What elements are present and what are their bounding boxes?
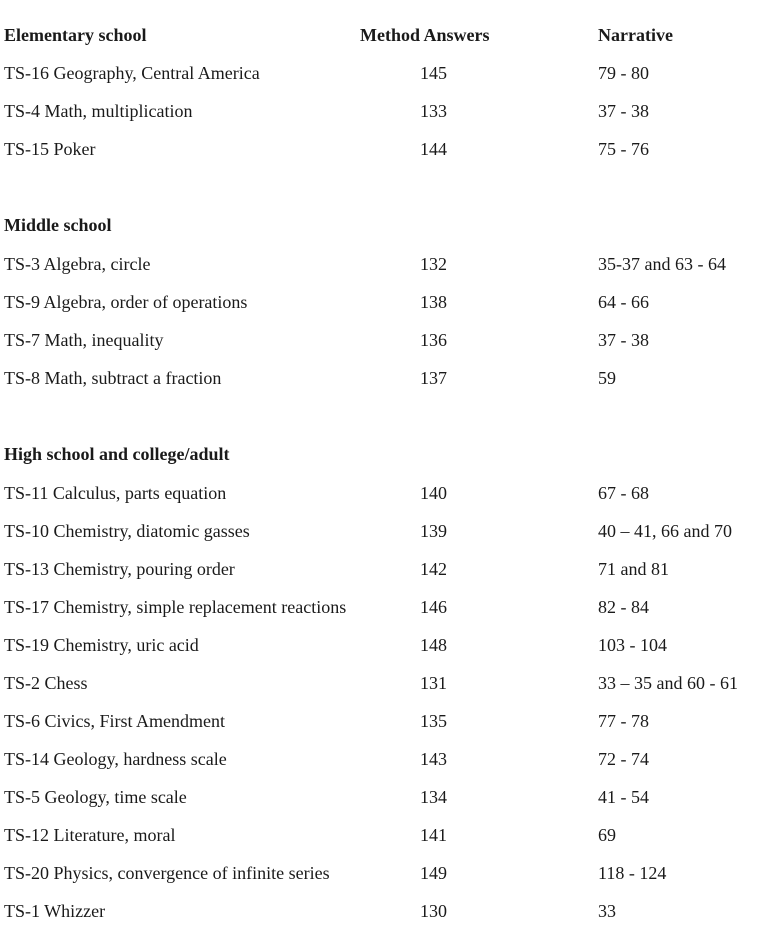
narrative-cell: 118 - 124 (598, 863, 667, 883)
answers-cell: 135 (420, 711, 447, 731)
topic-cell: TS-10 Chemistry, diatomic gasses (4, 521, 250, 541)
narrative-cell: 72 - 74 (598, 749, 649, 769)
table-row (0, 710, 768, 740)
table-row (0, 672, 768, 702)
topic-cell: TS-4 Math, multiplication (4, 101, 193, 121)
answers-cell: 132 (420, 254, 447, 274)
narrative-cell: 79 - 80 (598, 63, 649, 83)
topic-cell: TS-12 Literature, moral (4, 825, 176, 845)
topic-cell: TS-11 Calculus, parts equation (4, 483, 227, 503)
narrative-cell: 103 - 104 (598, 635, 667, 655)
answers-cell: 133 (420, 101, 447, 121)
table-row (0, 824, 768, 854)
narrative-cell: 64 - 66 (598, 292, 649, 312)
narrative-cell: 71 and 81 (598, 559, 669, 579)
table-row (0, 862, 768, 892)
answers-cell: 134 (420, 787, 447, 807)
answers-cell: 146 (420, 597, 447, 617)
topic-cell: TS-5 Geology, time scale (4, 787, 187, 807)
topic-cell: TS-17 Chemistry, simple replacement reactions (4, 597, 347, 617)
answers-cell: 139 (420, 521, 447, 541)
topic-cell: TS-3 Algebra, circle (4, 254, 151, 274)
topic-cell: TS-9 Algebra, order of operations (4, 292, 248, 312)
topic-cell: TS-8 Math, subtract a fraction (4, 368, 222, 388)
narrative-cell: 59 (598, 368, 616, 388)
table-row (0, 558, 768, 588)
topic-cell: TS-2 Chess (4, 673, 88, 693)
topic-cell: TS-19 Chemistry, uric acid (4, 635, 199, 655)
table-row (0, 138, 768, 168)
topic-cell: TS-7 Math, inequality (4, 330, 164, 350)
narrative-cell: 41 - 54 (598, 787, 649, 807)
table-row (0, 748, 768, 778)
answers-cell: 149 (420, 863, 447, 883)
table-row (0, 520, 768, 550)
answers-cell: 145 (420, 63, 447, 83)
answers-cell: 130 (420, 901, 447, 921)
narrative-cell: 37 - 38 (598, 101, 649, 121)
narrative-cell: 33 (598, 901, 616, 921)
table-row (0, 900, 768, 930)
answers-cell: 137 (420, 368, 447, 388)
header-method-answers: Method Answers (360, 25, 490, 45)
topic-cell: TS-1 Whizzer (4, 901, 106, 921)
narrative-cell: 33 – 35 and 60 - 61 (598, 673, 738, 693)
narrative-cell: 37 - 38 (598, 330, 649, 350)
table-row (0, 786, 768, 816)
topic-cell: TS-6 Civics, First Amendment (4, 711, 226, 731)
answers-cell: 138 (420, 292, 447, 312)
narrative-cell: 75 - 76 (598, 139, 649, 159)
topic-cell: TS-15 Poker (4, 139, 96, 159)
table-row (0, 100, 768, 130)
answers-cell: 148 (420, 635, 447, 655)
section-title-middle-school: Middle school (4, 215, 112, 235)
narrative-cell: 82 - 84 (598, 597, 649, 617)
narrative-cell: 40 – 41, 66 and 70 (598, 521, 732, 541)
table-row (0, 367, 768, 397)
header-elementary-school: Elementary school (4, 25, 147, 45)
answers-cell: 143 (420, 749, 447, 769)
section-title-high-school: High school and college/adult (4, 444, 230, 464)
narrative-cell: 67 - 68 (598, 483, 649, 503)
narrative-cell: 35-37 and 63 - 64 (598, 254, 726, 274)
answers-cell: 131 (420, 673, 447, 693)
topic-cell: TS-13 Chemistry, pouring order (4, 559, 235, 579)
narrative-cell: 77 - 78 (598, 711, 649, 731)
topic-cell: TS-20 Physics, convergence of infinite series (4, 863, 330, 883)
topic-cell: TS-16 Geography, Central America (4, 63, 260, 83)
narrative-cell: 69 (598, 825, 616, 845)
table-row (0, 329, 768, 359)
table-row (0, 62, 768, 92)
header-narrative: Narrative (598, 25, 673, 45)
topic-cell: TS-14 Geology, hardness scale (4, 749, 227, 769)
table-row (0, 291, 768, 321)
table-row (0, 253, 768, 283)
table-row (0, 634, 768, 664)
table-header (0, 24, 768, 54)
answers-cell: 141 (420, 825, 447, 845)
answers-cell: 144 (420, 139, 447, 159)
table-row (0, 596, 768, 626)
answers-cell: 140 (420, 483, 447, 503)
table-row (0, 482, 768, 512)
answers-cell: 142 (420, 559, 447, 579)
answers-cell: 136 (420, 330, 447, 350)
